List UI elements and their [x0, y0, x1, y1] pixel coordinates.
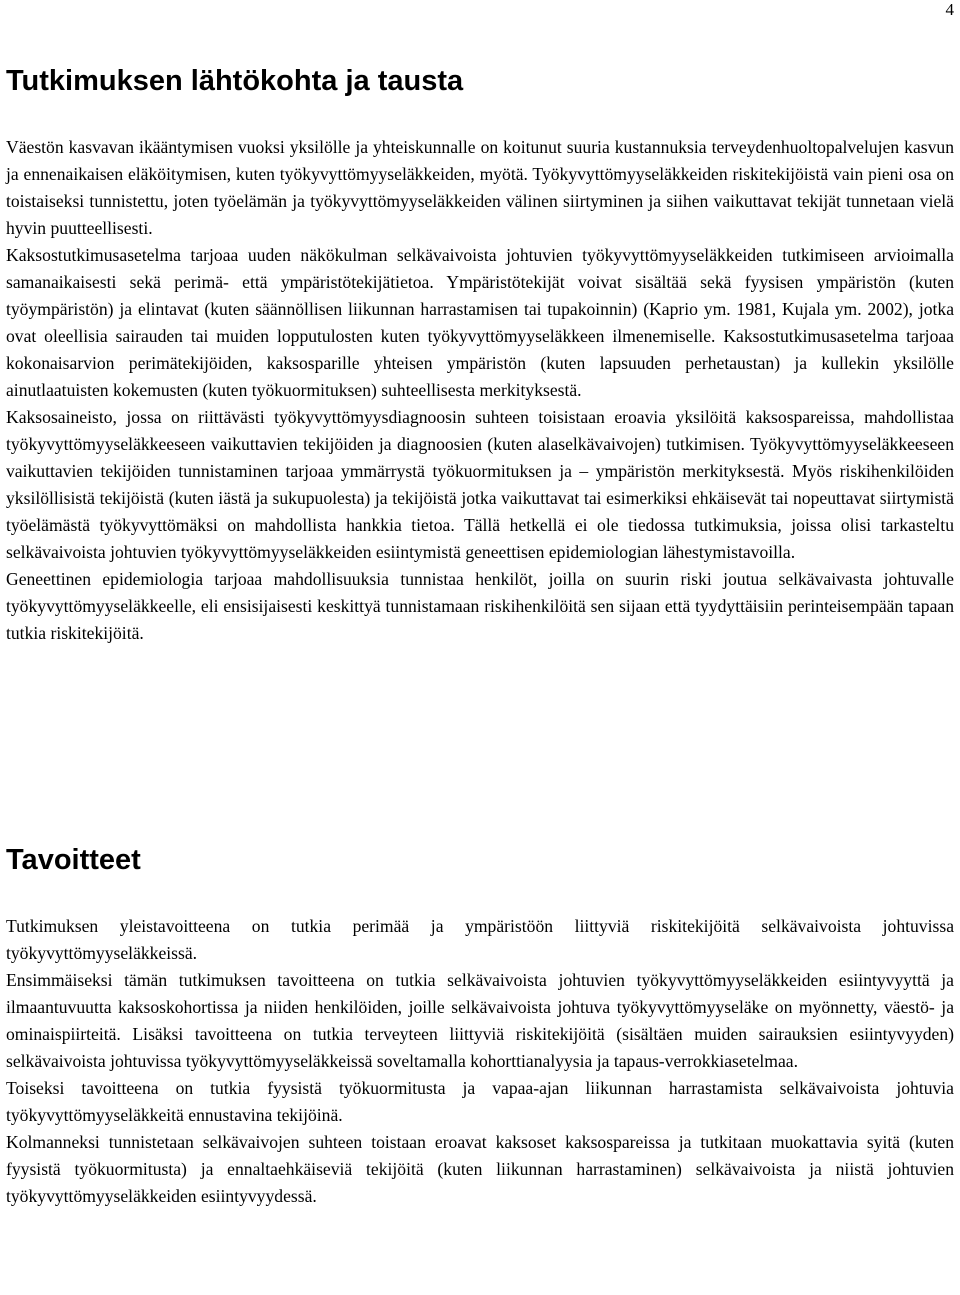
section-title-background: Tutkimuksen lähtökohta ja tausta [6, 65, 464, 97]
paragraph: Ensimmäiseksi tämän tutkimuksen tavoitteena on tutkia selkävaivoista johtuvien työkyvyttömyyseläkkeiden esiintyvyyttä ja ilmaantuvuutta kaksoskohortissa ja niiden henkilöiden, joille selkävaivoista johtuva työkyvyttömyyseläke on myönnetty, väestö- ja ominaispiirteitä. Lisäksi tavoitteena on tutkia terveyteen liittyviä riskitekijöitä (sisältäen muiden sairauksien esiintyvyyden) selkävaivoista johtuvissa työkyvyttömyyseläkkeissä soveltamalla kohorttianalyysia ja tapaus-verrokkiasetelmaa. [6, 970, 954, 1071]
section-title-objectives: Tavoitteet [6, 844, 141, 876]
section-body-objectives [6, 913, 954, 1210]
paragraph: Kaksostutkimusasetelma tarjoaa uuden näkökulman selkävaivoista johtuvien työkyvyttömyyseläkkeiden tutkimiseen arvioimalla samanaikaisesti sekä perimä- että ympäristötekijätietoa. Ympäristötekijät voivat sisältää sekä fyysisen ympäristön (kuten työympäristön) ja elintavat (kuten säännöllisen liikunnan harrastamisen tai tupakoinnin) (Kaprio ym. 1981, Kujala ym. 2002), jotka ovat oleellisia sairauden tai muiden lopputulosten kuten työkyvyttömyyseläkkeen ilmenemiselle. Kaksostutkimusasetelma tarjoaa kokonaisarvion perimätekijöiden, kaksosparille yhteisen ympäristön (kuten lapsuuden perhetaustan) ja kullekin yksilölle ainutlaatuisten kokemusten (kuten työkuormituksen) suhteellisesta merkityksestä. [6, 245, 954, 400]
paragraph: Tutkimuksen yleistavoitteena on tutkia perimää ja ympäristöön liittyviä riskitekijöitä selkävaivoista johtuvissa työkyvyttömyyseläkkeissä. [6, 916, 954, 963]
paragraph: Geneettinen epidemiologia tarjoaa mahdollisuuksia tunnistaa henkilöt, joilla on suurin riski joutua selkävaivasta johtuvalle työkyvyttömyyseläkkeelle, eli ensisijaisesti keskittyä tunnistamaan riskihenkilöitä sen sijaan että tyydyttäisiin perinteisempään tapaan tutkia riskitekijöitä. [6, 569, 954, 643]
page-number: 4 [945, 0, 954, 19]
paragraph: Toiseksi tavoitteena on tutkia fyysistä työkuormitusta ja vapaa-ajan liikunnan harrastamista selkävaivoista johtuvia työkyvyttömyyseläkkeitä ennustavina tekijöinä. [6, 1078, 954, 1125]
paragraph: Kolmanneksi tunnistetaan selkävaivojen suhteen toistaan eroavat kaksoset kaksospareissa ja tutkitaan muokattavia syitä (kuten fyysistä työkuormitusta) ja ennaltaehkäiseviä tekijöitä (kuten liikunnan harrastaminen) selkävaivoista ja niistä johtuvien työkyvyttömyyseläkkeiden esiintyvyydessä. [6, 1132, 954, 1206]
section-body-background [6, 134, 954, 647]
paragraph: Väestön kasvavan ikääntymisen vuoksi yksilölle ja yhteiskunnalle on koitunut suuria kustannuksia terveydenhuoltopalvelujen kasvun ja ennenaikaisen eläköitymisen, kuten työkyvyttömyyseläkkeiden, myötä. Työkyvyttömyyseläkkeiden riskitekijöistä vain pieni osa on toistaiseksi tunnistettu, joten työelämän ja työkyvyttömyyseläkkeiden välinen siirtyminen ja siihen vaikuttavat tekijät tunnetaan vielä hyvin puutteellisesti. [6, 137, 954, 238]
paragraph: Kaksosaineisto, jossa on riittävästi työkyvyttömyysdiagnoosin suhteen toisistaan eroavia yksilöitä kaksospareissa, mahdollistaa työkyvyttömyyseläkkeeseen vaikuttavien tekijöiden ja diagnoosien (kuten alaselkävaivojen) tutkimisen. Työkyvyttömyyseläkkeeseen vaikuttavien tekijöiden tunnistaminen tarjoaa ymmärrystä työkuormituksen ja – ympäristön merkityksestä. Myös riskihenkilöiden yksilöllisistä tekijöistä (kuten iästä ja sukupuolesta) ja tekijöistä jotka vaikuttavat tai esimerkiksi ehkäisevät tai nopeuttavat siirtymistä työelämästä työkyvyttömäksi on mahdollista hankkia tietoa. Tällä hetkellä ei ole tiedossa tutkimuksia, joissa olisi tarkasteltu selkävaivoista johtuvien työkyvyttömyyseläkkeiden esiintymistä geneettisen epidemiologian lähestymistavoilla. [6, 407, 954, 562]
